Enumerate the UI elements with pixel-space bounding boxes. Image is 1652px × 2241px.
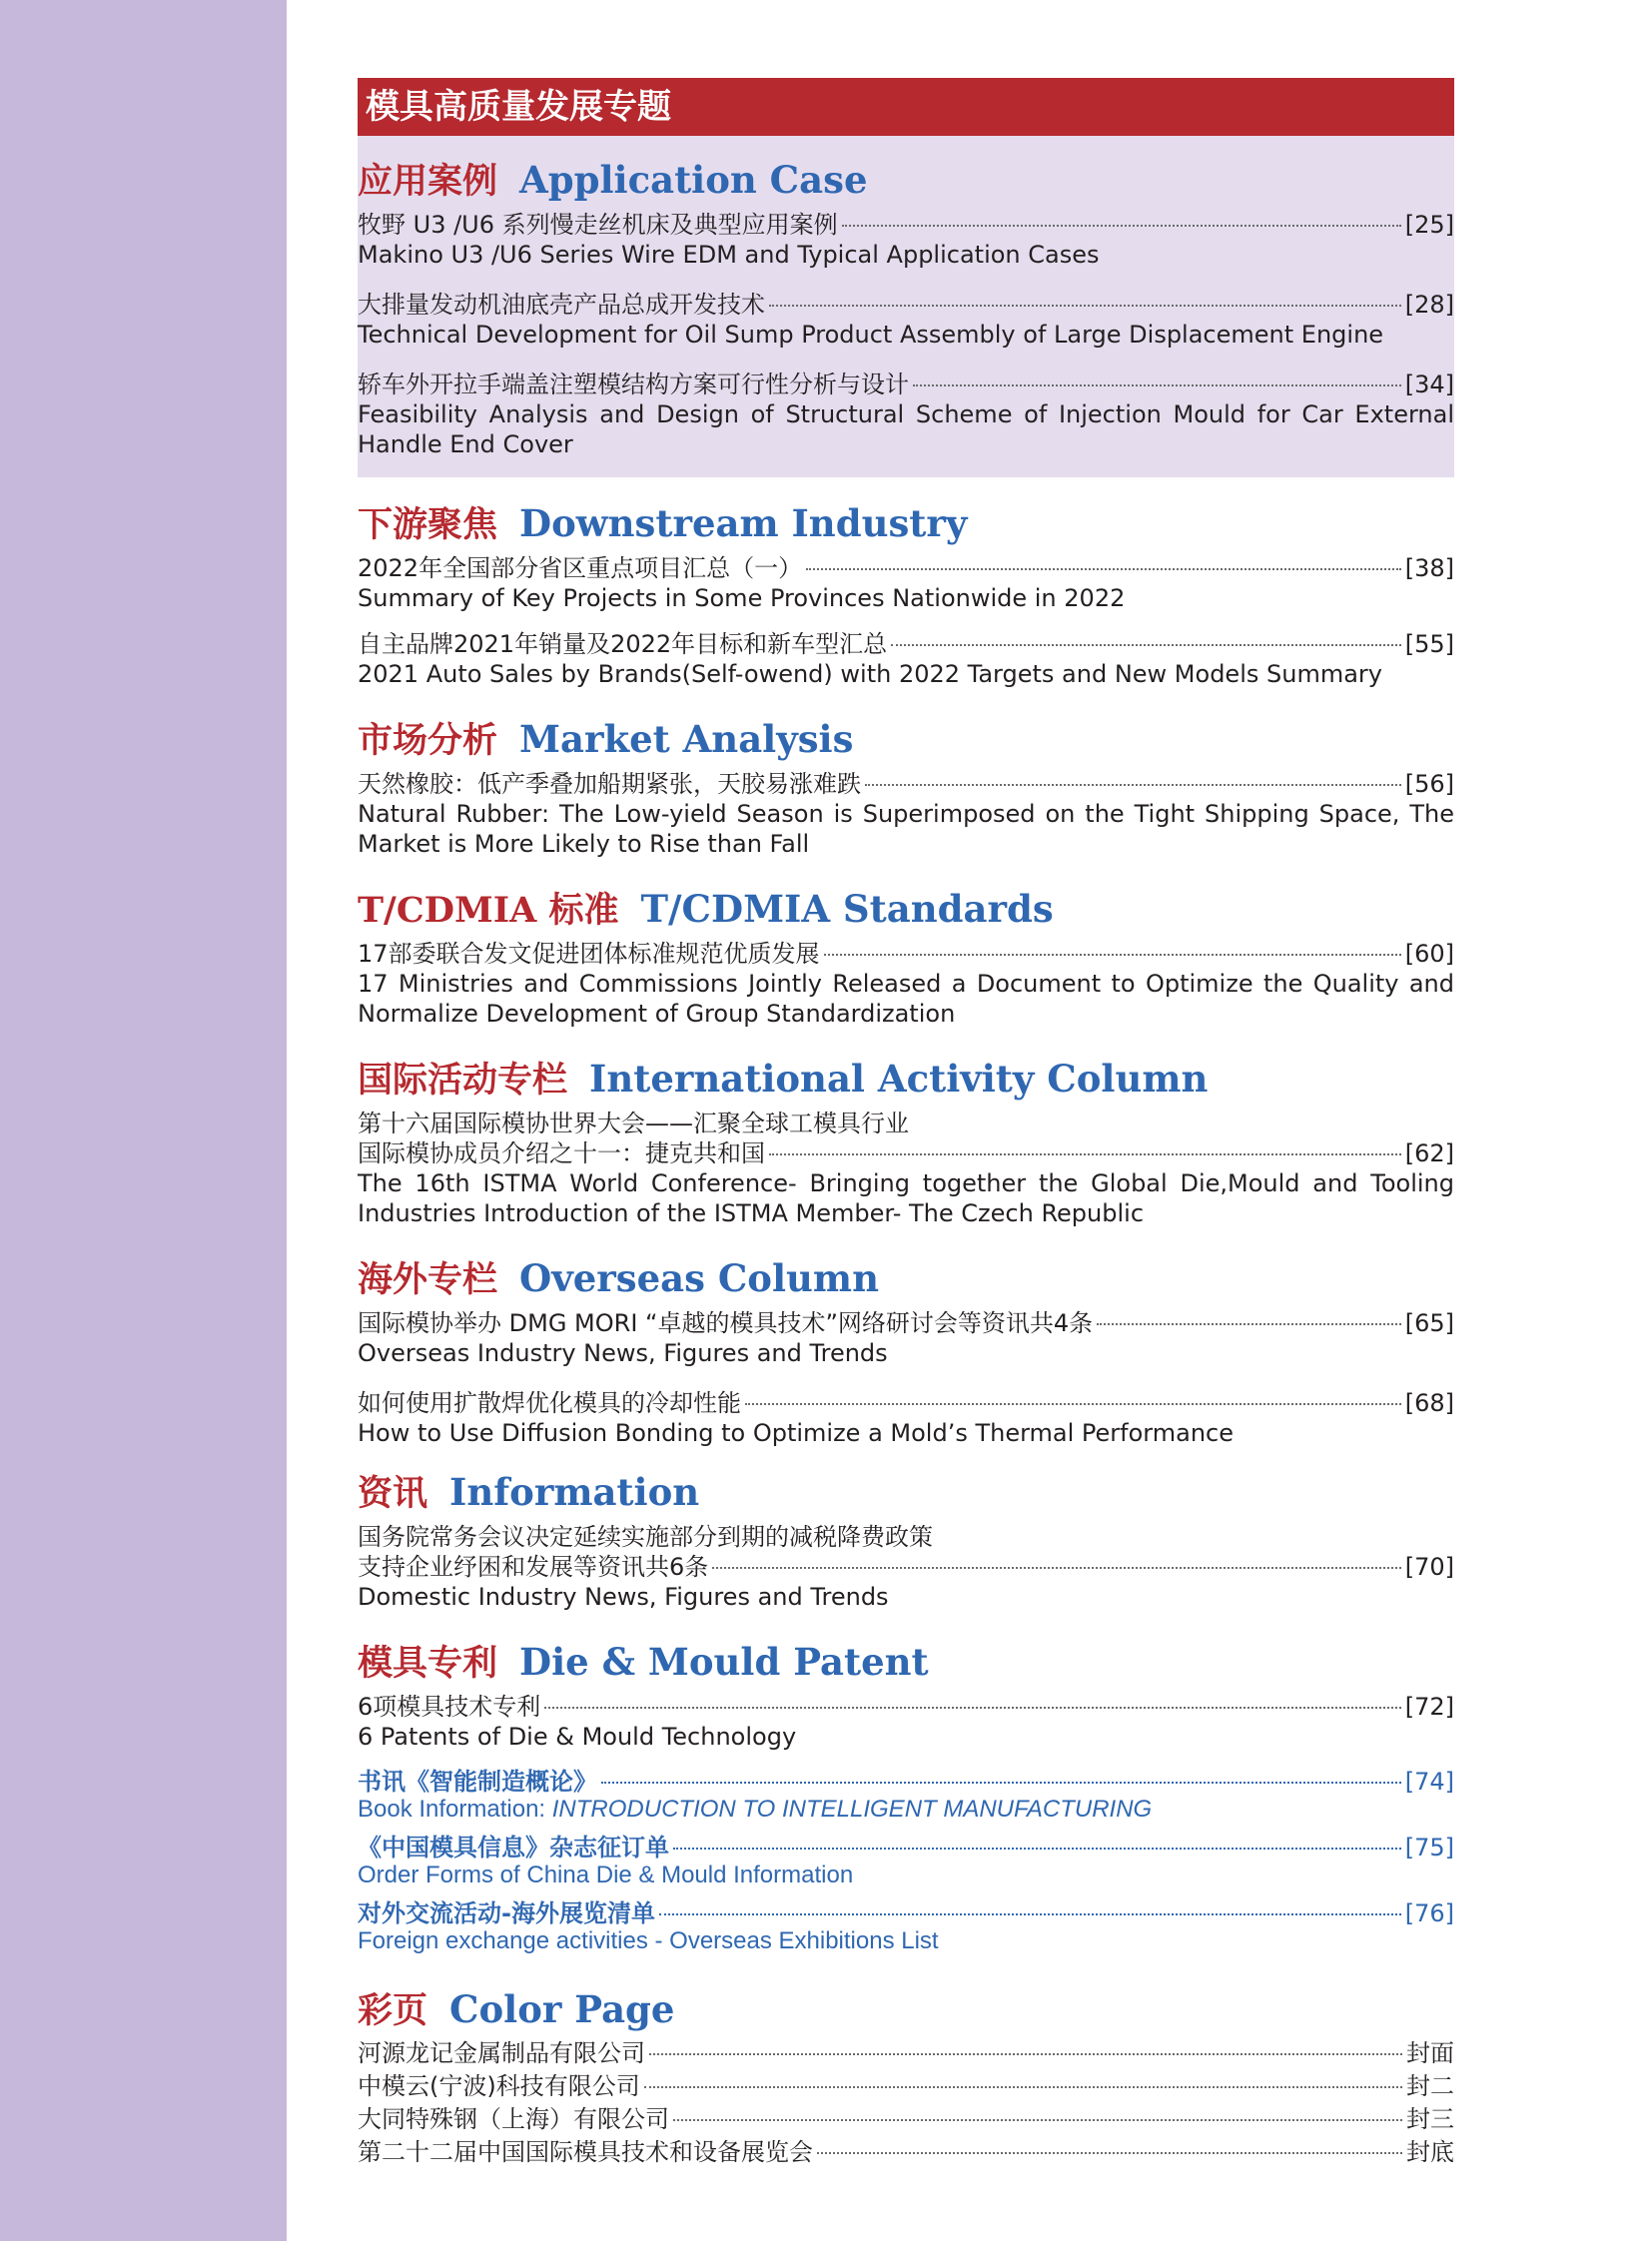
page-number: [34] [1404,371,1454,398]
leader-dots [745,1403,1401,1405]
entry-title-zh: 支持企业纾困和发展等资讯共6条 [358,1553,709,1581]
leader-dots [649,2053,1402,2055]
page-number: [56] [1404,770,1454,798]
entry-title-zh: 国际模协举办 DMG MORI “卓越的模具技术”网络研讨会等资讯共4条 [358,1309,1094,1337]
section-title-en: Application Case [519,158,868,202]
entry-title-en: Feasibility Analysis and Design of Structural Scheme of Injection Mould for Car External Handle End Cover [358,400,1454,458]
entry-title-en: Summary of Key Projects in Some Provinces Nationwide in 2022 [358,584,1126,612]
toc-entry[interactable] [358,290,1454,350]
section-title [358,1634,1454,1690]
section-information [358,1464,1454,1612]
toc-entry[interactable] [358,1768,1454,1824]
entry-title-en-italic: INTRODUCTION TO INTELLIGENT MANUFACTURING [551,1796,1153,1823]
entry-title-en: Natural Rubber: The Low-yield Season is Superimposed on the Tight Shipping Space, The Market is More Likely to Rise than Fall [358,800,1454,858]
entry-title-zh: 如何使用扩散焊优化模具的冷却性能 [358,1389,741,1417]
leader-dots [842,225,1401,227]
section-application-case [358,152,1454,459]
page-number: [62] [1404,1139,1454,1167]
toc-entry[interactable] [358,939,1454,1029]
entry-title-en: Overseas Industry News, Figures and Trends [358,1339,888,1367]
entry-title-zh: 2022年全国部分省区重点项目汇总（一） [358,554,803,582]
toc-entry[interactable] [358,553,1454,613]
color-page-entry[interactable] [358,2136,1454,2169]
banner-title: 模具高质量发展专题 [358,78,1454,136]
entry-title-en: How to Use Diffusion Bonding to Optimize a Mold’s Thermal Performance [358,1419,1235,1447]
toc-entry[interactable] [358,370,1454,459]
page-number: [25] [1404,211,1454,239]
entry-title-en: 6 Patents of Die & Mould Technology [358,1723,797,1751]
leader-dots [891,644,1401,646]
leader-dots [806,568,1401,570]
entry-title-en: Makino U3 /U6 Series Wire EDM and Typical Application Cases [358,241,1100,269]
entry-title-zh: 轿车外开拉手端盖注塑模结构方案可行性分析与设计 [358,371,909,398]
leader-dots [1097,1323,1401,1325]
section-tcdmia-standards [358,881,1454,1029]
section-title-zh: 资讯 [358,1473,428,1514]
leader-dots [865,784,1401,786]
section-title-zh: T/CDMIA 标准 [358,890,619,931]
section-color-page [358,1981,1454,2169]
entry-title-zh: 对外交流活动-海外展览清单 [358,1899,655,1927]
section-title-en: Downstream Industry [519,501,968,545]
leader-dots [673,2119,1402,2121]
entry-title-zh: 牧野 U3 /U6 系列慢走丝机床及典型应用案例 [358,211,838,239]
page-number: [60] [1404,940,1454,968]
entry-title-zh: 17部委联合发文促进团体标准规范优质发展 [358,940,820,968]
toc-entry[interactable] [358,210,1454,270]
page-label: 封底 [1406,2138,1454,2166]
toc-entry[interactable] [358,1834,1454,1889]
leader-dots [769,305,1401,307]
section-title [358,881,1454,937]
leader-dots [817,2152,1402,2154]
section-title-en: Color Page [449,1987,675,2031]
toc-entry[interactable] [358,1692,1454,1752]
section-title [358,711,1454,767]
page-label: 封面 [1406,2039,1454,2067]
entry-title-en-prefix: Book Information: [358,1796,552,1823]
entry-title-en: Foreign exchange activities - Overseas Exhibitions List [358,1927,939,1954]
section-title [358,1981,1454,2037]
page-label: 封二 [1406,2072,1454,2100]
entry-title-zh-line1: 第十六届国际模协世界大会——汇聚全球工模具行业 [358,1110,909,1137]
page-label: 封三 [1406,2105,1454,2133]
entry-title-zh: 第二十二届中国国际模具技术和设备展览会 [358,2138,813,2166]
page-number: [68] [1404,1389,1454,1417]
section-title-zh: 应用案例 [358,161,498,202]
side-strip [0,0,287,2241]
section-title-en: Information [449,1470,700,1514]
entry-title-zh: 河源龙记金属制品有限公司 [358,2039,645,2067]
page-number: [75] [1404,1834,1454,1862]
page-number: [38] [1404,554,1454,582]
section-die-mould-patent [358,1634,1454,1752]
leader-dots [601,1782,1401,1784]
color-page-entry[interactable] [358,2103,1454,2136]
entry-title-zh: 大同特殊钢（上海）有限公司 [358,2105,669,2133]
section-title-en: International Activity Column [589,1057,1209,1101]
section-title-en: Die & Mould Patent [519,1640,929,1684]
entry-title-en: Technical Development for Oil Sump Product Assembly of Large Displacement Engine [358,321,1384,349]
toc-entry[interactable] [358,769,1454,859]
leader-dots [913,384,1401,386]
section-title-en: Overseas Column [519,1256,879,1300]
page-number: [28] [1404,291,1454,319]
toc-entry[interactable] [358,629,1454,689]
section-title [358,1051,1454,1107]
section-overseas-column [358,1250,1454,1448]
section-international-activity [358,1051,1454,1228]
page-number: [76] [1404,1899,1454,1927]
entry-title-en: Domestic Industry News, Figures and Trends [358,1583,889,1611]
entry-title-zh: 天然橡胶：低产季叠加船期紧张，天胶易涨难跌 [358,770,861,798]
color-page-entry[interactable] [358,2070,1454,2103]
leader-dots [824,954,1401,956]
section-market-analysis [358,711,1454,859]
toc-entry[interactable] [358,1899,1454,1955]
section-downstream-industry [358,495,1454,689]
section-title-zh: 海外专栏 [358,1259,498,1300]
section-title [358,1464,1454,1520]
section-title-zh: 下游聚焦 [358,504,498,545]
leader-dots [673,1848,1401,1850]
entry-title-en: 17 Ministries and Commissions Jointly Released a Document to Optimize the Quality and Normalize Development of Group Standardization [358,970,1454,1028]
toc-entry[interactable] [358,1308,1454,1368]
section-title-zh: 国际活动专栏 [358,1060,568,1101]
section-title-zh: 市场分析 [358,720,498,761]
entry-title-zh: 国际模协成员介绍之十一：捷克共和国 [358,1139,765,1167]
entry-title-en: The 16th ISTMA World Conference- Bringing together the Global Die,Mould and Tooling Industries Introduction of the ISTMA Member- The Czech Republic [358,1169,1454,1227]
leader-dots [644,2086,1402,2088]
section-title [358,152,1454,208]
section-title-en: Market Analysis [519,717,854,761]
entry-title-zh: 中模云(宁波)科技有限公司 [358,2072,640,2100]
entry-title-zh: 书讯《智能制造概论》 [358,1768,597,1796]
section-title [358,1250,1454,1306]
entry-title-zh-line1: 国务院常务会议决定延续实施部分到期的减税降费政策 [358,1523,933,1551]
entry-title-zh: 大排量发动机油底壳产品总成开发技术 [358,291,765,319]
page-number: [65] [1404,1309,1454,1337]
page-number: [70] [1404,1553,1454,1581]
section-title-en: T/CDMIA Standards [640,887,1054,931]
page-number: [72] [1404,1693,1454,1721]
page-number: [55] [1404,630,1454,658]
color-page-entry[interactable] [358,2037,1454,2070]
leader-dots [544,1707,1400,1709]
entry-title-zh: 自主品牌2021年销量及2022年目标和新车型汇总 [358,630,888,658]
entry-title-en: 2021 Auto Sales by Brands(Self-owend) with 2022 Targets and New Models Summary [358,660,1382,688]
leader-dots [712,1567,1400,1569]
section-title-zh: 彩页 [358,1990,428,2031]
blue-entries [358,1768,1454,1955]
entry-title-zh: 6项模具技术专利 [358,1693,541,1721]
leader-dots [769,1153,1401,1155]
entry-title-zh: 《中国模具信息》杂志征订单 [358,1834,669,1862]
section-title [358,495,1454,551]
toc-entry[interactable] [358,1109,1454,1228]
toc-entry[interactable] [358,1388,1454,1448]
leader-dots [659,1913,1401,1915]
entry-title-en [358,1796,1454,1824]
entry-title-en: Order Forms of China Die & Mould Information [358,1862,854,1888]
page-number: [74] [1404,1768,1454,1796]
toc-entry[interactable] [358,1522,1454,1612]
section-title-zh: 模具专利 [358,1643,498,1684]
